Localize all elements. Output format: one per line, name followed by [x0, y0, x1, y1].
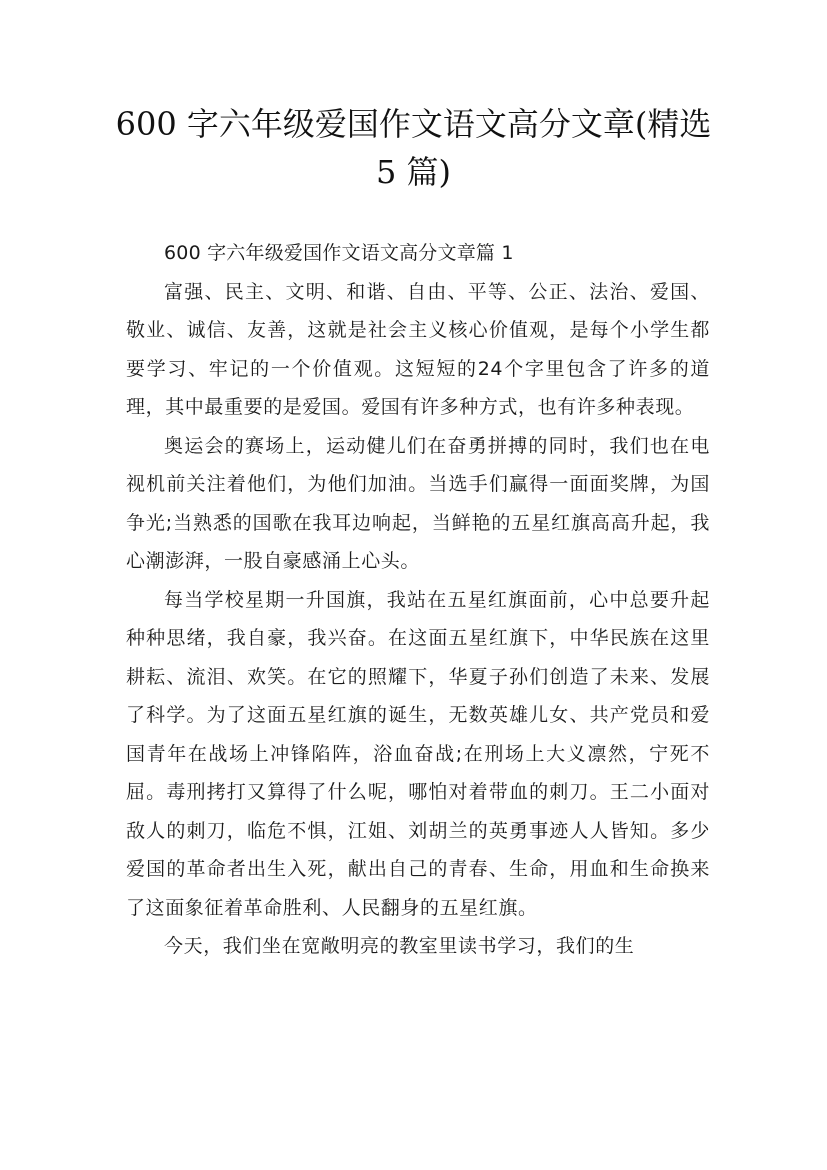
paragraph-1: 富强、民主、文明、和谐、自由、平等、公正、法治、爱国、敬业、诚信、友善，这就是社会主义核心价值观，是每个小学生都要学习、牢记的一个价值观。这短短的24个字里包含了许多的道理，其中最重要的是爱国。爱国有许多种方式，也有许多种表现。 — [126, 280, 710, 418]
paragraph-4: 今天，我们坐在宽敞明亮的教室里读书学习，我们的生 — [164, 935, 635, 957]
section-heading: 600 字六年级爱国作文语文高分文章篇 1 — [164, 242, 514, 264]
paragraph-3: 每当学校星期一升国旗，我站在五星红旗面前，心中总要升起种种思绪，我自豪，我兴奋。在这面五星红旗下，中华民族在这里耕耘、流泪、欢笑。在它的照耀下，华夏子孙们创造了未来、发展了科学。为了这面五星红旗的诞生，无数英雄儿女、共产党员和爱国青年在战场上冲锋陷阵，浴血奋战;在刑场上大义凛然，宁死不屈。毒刑拷打又算得了什么呢，哪怕对着带血的刺刀。王二小面对敌人的刺刀，临危不惧，江姐、刘胡兰的英勇事迹人人皆知。多少爱国的革命者出生入死，献出自己的青春、生命，用血和生命换来了这面象征着革命胜利、人民翻身的五星红旗。 — [126, 588, 710, 919]
paragraph-2: 奥运会的赛场上，运动健儿们在奋勇拼搏的同时，我们也在电视机前关注着他们，为他们加油。当选手们赢得一面面奖牌，为国争光;当熟悉的国歌在我耳边响起，当鲜艳的五星红旗高高升起，我心潮澎湃，一股自豪感涌上心头。 — [126, 434, 710, 572]
title-line-1: 600 字六年级爱国作文语文高分文章(精选 — [115, 105, 712, 143]
document-body — [126, 234, 710, 966]
title-line-2: 5 篇) — [375, 153, 452, 191]
document-title — [100, 100, 727, 196]
